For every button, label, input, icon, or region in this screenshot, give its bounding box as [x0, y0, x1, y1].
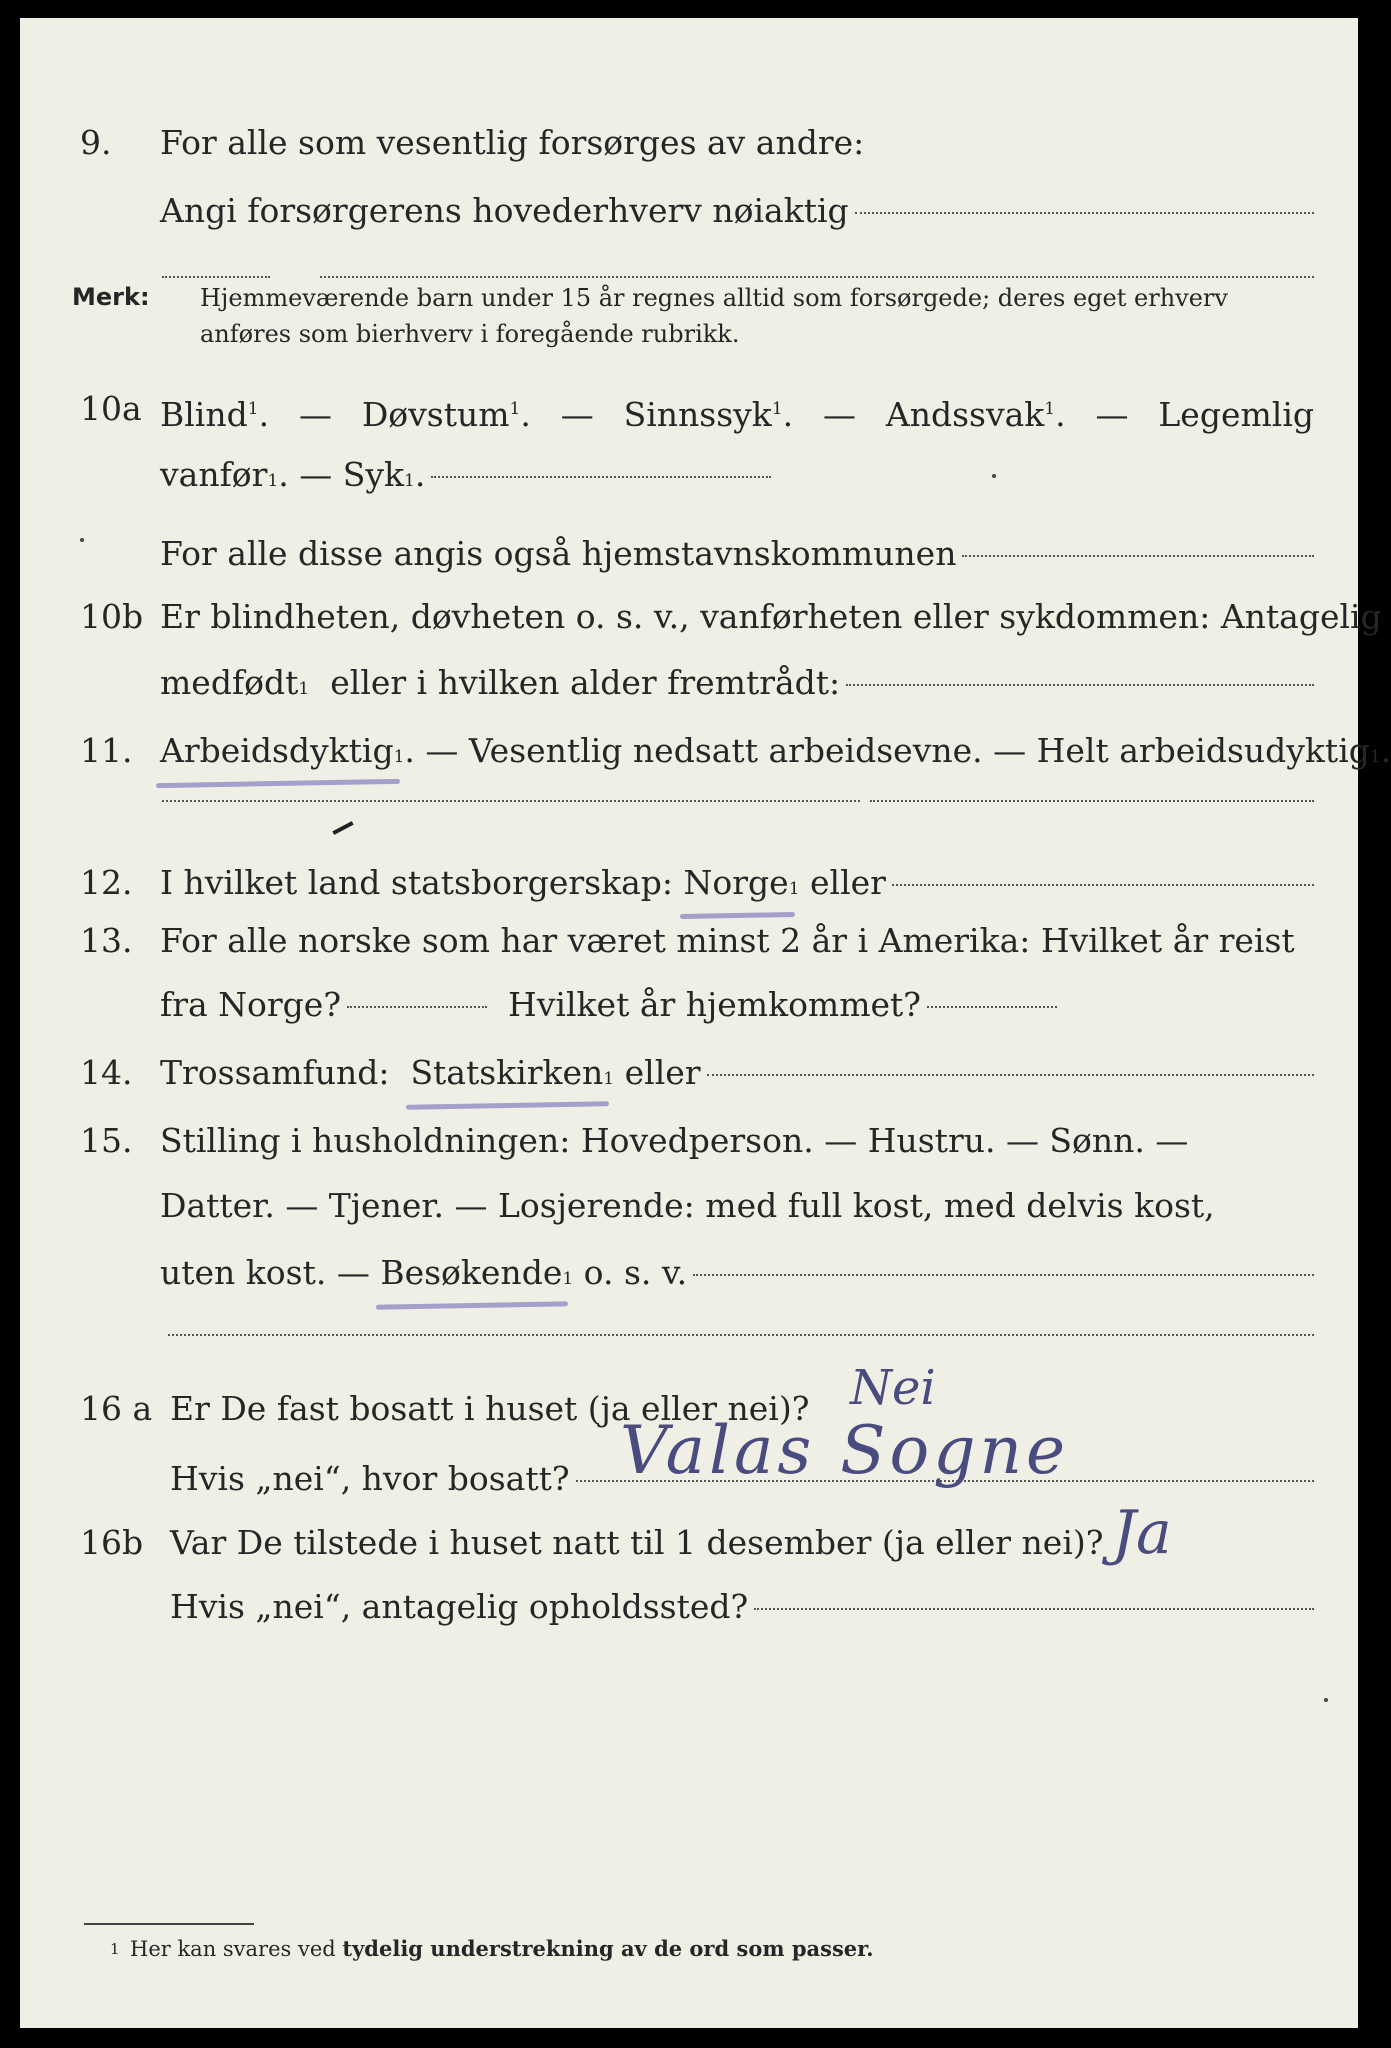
- question-text: I hvilket land statsborgerskap:: [160, 863, 674, 902]
- option-eller: eller: [624, 1053, 701, 1092]
- option-arbeidsdyktig-underlined[interactable]: Arbeidsdyktig: [160, 726, 394, 776]
- question-text: Var De tilstede i huset natt til 1 desember (ja eller nei)?: [170, 1523, 1104, 1562]
- answer-blank[interactable]: [892, 884, 1314, 886]
- answer-blank[interactable]: [855, 212, 1314, 214]
- question-12: [20, 858, 1358, 908]
- option-norge-underlined[interactable]: Norge: [684, 858, 789, 908]
- answer-blank[interactable]: [846, 684, 1314, 686]
- question-text: Er De fast bosatt i huset (ja eller nei)?: [170, 1389, 810, 1428]
- option-statskirken-underlined[interactable]: Statskirken: [410, 1048, 603, 1098]
- footnote-text: Her kan svares ved: [130, 1937, 336, 1961]
- question-text: Er blindheten, døvheten o. s. v., vanførheten eller sykdommen: Antagelig: [160, 597, 1382, 636]
- answer-blank[interactable]: [693, 1274, 1314, 1276]
- answer-blank[interactable]: [870, 800, 1314, 802]
- question-14: [20, 1048, 1358, 1098]
- question-15-line3: [20, 1248, 1358, 1298]
- dash: —: [298, 395, 332, 434]
- question-text: Hvis „nei“, hvor bosatt?: [170, 1459, 570, 1498]
- dash: —: [1095, 395, 1129, 434]
- question-text: — Vesentlig nedsatt arbeidsevne. — Helt arbeidsudyktig: [425, 731, 1370, 770]
- question-number: 16b: [80, 1523, 144, 1562]
- question-11: 11. Arbeidsdyktig 1 . — Vesentlig nedsatt arbeidsevne. — Helt arbeidsudyktig 1 .: [20, 726, 1358, 776]
- dash: —: [560, 395, 594, 434]
- footnote-ref: 1: [788, 879, 800, 899]
- answer-blank[interactable]: [962, 555, 1314, 557]
- question-15: [20, 1116, 1358, 1166]
- question-text: Hvilket år hjemkommet?: [508, 985, 921, 1024]
- note-label: Merk:: [72, 283, 150, 311]
- question-text: fra Norge?: [160, 985, 342, 1024]
- answer-blank[interactable]: [347, 1006, 487, 1008]
- question-number: 14.: [80, 1053, 133, 1092]
- footnote-ref: 1: [267, 471, 279, 491]
- option-sinnssyk[interactable]: Sinnssyk: [623, 395, 772, 434]
- question-10b-line2: [20, 658, 1358, 708]
- footnote-ref: 1: [247, 399, 259, 419]
- option-andssvak[interactable]: Andssvak: [885, 395, 1045, 434]
- paper-speck: [992, 474, 996, 478]
- question-number: 12.: [80, 863, 133, 902]
- option-besokende-underlined[interactable]: Besøkende: [380, 1248, 562, 1298]
- question-number: 16 a: [80, 1389, 153, 1428]
- question-10a-line2: vanfør 1 . — Syk 1 .: [20, 450, 1358, 500]
- question-13-line2: [20, 980, 1358, 1030]
- question-16b-line2: [20, 1582, 1358, 1632]
- footnote-rule: [84, 1923, 254, 1925]
- note-line: Hjemmeværende barn under 15 år regnes alltid som forsørgede; deres eget erhverv: [200, 284, 1228, 312]
- option-blind[interactable]: Blind: [160, 395, 248, 434]
- answer-blank[interactable]: [754, 1608, 1314, 1610]
- handwritten-answer[interactable]: Ja: [1112, 1498, 1172, 1568]
- question-number: 10a: [80, 389, 142, 428]
- question-number: 11.: [80, 731, 133, 770]
- dash: —: [299, 455, 333, 494]
- footnote-ref: 1: [562, 1269, 574, 1289]
- note-line: anføres som bierhverv i foregående rubrikk.: [200, 320, 740, 348]
- option-vanfor[interactable]: vanfør: [160, 455, 268, 494]
- question-9-line2: [20, 186, 1358, 236]
- footnote-ref: 1: [771, 399, 783, 419]
- question-text: For alle som vesentlig forsørges av andre:: [160, 123, 865, 162]
- question-text: For alle norske som har været minst 2 år i Amerika: Hvilket år reist: [160, 921, 1295, 960]
- option-legemlig[interactable]: Legemlig: [1158, 395, 1314, 434]
- question-text: Trossamfund:: [160, 1053, 390, 1092]
- footnote-mark: 1: [110, 1940, 120, 1958]
- question-text: Angi forsørgerens hovederhverv nøiaktig: [160, 191, 849, 230]
- footnote-ref: 1: [1044, 399, 1056, 419]
- option-eller: eller: [810, 863, 886, 902]
- answer-blank[interactable]: [320, 276, 1314, 278]
- question-number: 9.: [80, 123, 112, 162]
- handwritten-answer[interactable]: Valas Sogne: [620, 1412, 1070, 1489]
- footnote-ref: 1: [404, 471, 415, 491]
- answer-blank[interactable]: [162, 276, 270, 278]
- question-text: o. s. v.: [583, 1253, 688, 1292]
- pen-mark: [332, 821, 353, 835]
- answer-blank[interactable]: [707, 1074, 1314, 1076]
- question-9: [20, 118, 1358, 168]
- paper-speck: [80, 538, 84, 542]
- option-dovstum[interactable]: Døvstum: [361, 395, 510, 434]
- note-text: [200, 280, 1320, 352]
- question-13: [20, 916, 1358, 966]
- question-text: For alle disse angis også hjemstavnskommunen: [160, 534, 957, 573]
- paper-speck: [1324, 1698, 1328, 1702]
- answer-blank[interactable]: [162, 800, 860, 802]
- question-number: 10b: [80, 597, 144, 636]
- question-text: Datter. — Tjener. — Losjerende: med full kost, med delvis kost,: [160, 1186, 1215, 1225]
- question-15-line2: [20, 1181, 1358, 1231]
- question-10a: 10a Blind$^1$. — Døvstum$^1$. — Sinnssyk$^1$. — Andssvak$^1$. — Legemlig: [20, 384, 1358, 434]
- question-10a-line3: [20, 529, 1358, 579]
- dash: —: [823, 395, 857, 434]
- answer-blank[interactable]: [168, 1334, 1314, 1336]
- census-form-page: [20, 18, 1391, 2028]
- option-syk[interactable]: Syk: [342, 455, 404, 494]
- footnote-ref: 1: [298, 679, 310, 699]
- footnote-ref: 1: [603, 1069, 615, 1089]
- footnote-text-bold: tydelig understrekning av de ord som passer.: [342, 1936, 874, 1961]
- question-text: Hvis „nei“, antagelig opholdssted?: [170, 1587, 749, 1626]
- question-number: 15.: [80, 1121, 133, 1160]
- question-text: eller i hvilken alder fremtrådt:: [330, 663, 841, 702]
- answer-blank[interactable]: [927, 1006, 1057, 1008]
- question-10b: [20, 592, 1382, 642]
- answer-blank[interactable]: [431, 476, 771, 478]
- handwritten-answer[interactable]: Nei: [850, 1360, 936, 1416]
- question-number: 13.: [80, 921, 133, 960]
- footnote-ref: 1: [393, 747, 405, 767]
- footnote-ref: 1: [1369, 747, 1381, 767]
- question-text: uten kost. —: [160, 1253, 370, 1292]
- footnote-ref: 1: [509, 399, 521, 419]
- question-text: Stilling i husholdningen: Hovedperson. — Hustru. — Sønn. —: [160, 1121, 1189, 1160]
- footnote: [110, 1936, 874, 1961]
- option-medfodt[interactable]: medfødt: [160, 663, 299, 702]
